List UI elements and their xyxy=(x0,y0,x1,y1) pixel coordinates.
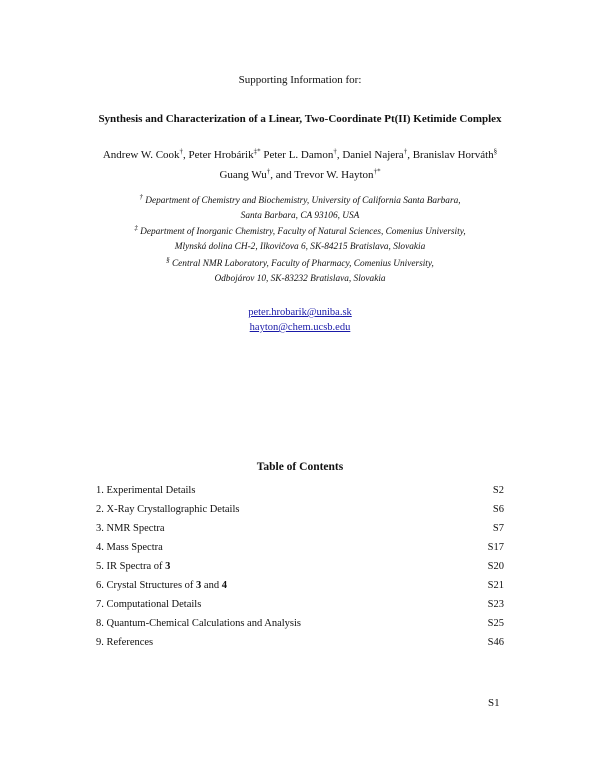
toc-entry-text: 7. Computational Details xyxy=(96,599,202,610)
author-affiliation-mark: † xyxy=(179,147,184,156)
author-separator: , xyxy=(336,149,343,161)
toc-entry-text: 3. NMR Spectra xyxy=(96,523,165,534)
toc-entry-page: S23 xyxy=(487,599,504,610)
toc-entry-page: S2 xyxy=(492,485,504,496)
toc-row[interactable] xyxy=(96,595,504,614)
toc-entry-text: 5. IR Spectra of xyxy=(96,561,166,572)
toc-entry-page: S46 xyxy=(487,637,504,648)
author-separator: , and xyxy=(270,169,295,181)
author-line-1 xyxy=(0,145,600,165)
toc-entry-page: S6 xyxy=(492,504,504,515)
affiliation-mark: § xyxy=(166,255,170,264)
affiliation-line: Central NMR Laboratory, Faculty of Pharmacy, Comenius University, xyxy=(171,259,434,269)
author-name: Daniel Najera xyxy=(342,149,404,161)
toc-entry-text: and xyxy=(201,580,222,591)
author-affiliation-mark: † xyxy=(333,147,337,156)
toc-row[interactable] xyxy=(96,576,504,595)
toc-entry-label xyxy=(96,481,195,500)
author-affiliation-mark: ‡* xyxy=(253,147,261,156)
author-separator: , xyxy=(407,149,413,161)
author-list xyxy=(0,145,600,185)
toc-entry-label xyxy=(96,576,227,595)
affiliation-mark: ‡ xyxy=(134,223,138,232)
toc-entry-text: 6. Crystal Structures of xyxy=(96,580,197,591)
compound-number: 3 xyxy=(196,580,202,591)
author-separator: , xyxy=(183,149,189,161)
affiliation-ucsb xyxy=(0,194,600,224)
author-name: Peter Hrobárik xyxy=(188,149,254,161)
toc-title: Table of Contents xyxy=(256,461,344,473)
toc-entry-page: S20 xyxy=(487,561,504,572)
toc-entry-page: S17 xyxy=(487,542,504,553)
compound-number: 3 xyxy=(165,561,171,572)
author-name: Trevor W. Hayton xyxy=(294,169,374,181)
toc-row[interactable] xyxy=(96,538,504,557)
table-of-contents xyxy=(96,481,504,652)
author-affiliation-mark: †* xyxy=(373,167,381,176)
toc-entry-page: S25 xyxy=(487,618,504,629)
affiliation-line: Mlynská dolina CH-2, Ilkovičova 6, SK-84215 Bratislava, Slovakia xyxy=(174,242,426,252)
author-line-2 xyxy=(0,165,600,185)
toc-row[interactable] xyxy=(96,500,504,519)
toc-row[interactable] xyxy=(96,557,504,576)
toc-entry-label xyxy=(96,614,301,633)
affiliation-line: Department of Chemistry and Biochemistry, University of California Santa Barbara, xyxy=(145,196,461,206)
author-affiliation-mark: † xyxy=(266,167,271,176)
author-affiliation-mark: † xyxy=(403,147,408,156)
toc-entry-page: S21 xyxy=(487,580,504,591)
toc-row[interactable] xyxy=(96,614,504,633)
author-affiliation-mark: § xyxy=(493,147,498,156)
toc-entry-text: 9. References xyxy=(96,637,154,648)
author-name: Peter L. Damon xyxy=(263,149,334,161)
affiliation-comenius-inorganic xyxy=(0,225,600,255)
author-name: Branislav Horváth xyxy=(412,149,494,161)
toc-entry-label xyxy=(96,557,170,576)
toc-entry-label xyxy=(96,538,163,557)
affiliation-line: Santa Barbara, CA 93106, USA xyxy=(240,211,360,221)
affiliation-comenius-nmr xyxy=(0,257,600,287)
email-link-hayton[interactable]: hayton@chem.ucsb.edu xyxy=(249,322,351,333)
supporting-info-heading: Supporting Information for: xyxy=(238,74,362,86)
toc-entry-label xyxy=(96,595,201,614)
toc-entry-text: 2. X-Ray Crystallographic Details xyxy=(96,504,240,515)
toc-entry-label xyxy=(96,500,239,519)
toc-entry-label xyxy=(96,519,165,538)
email-link-hrobarik[interactable]: peter.hrobarik@uniba.sk xyxy=(248,307,352,318)
author-name: Guang Wu xyxy=(219,169,267,181)
author-name: Andrew W. Cook xyxy=(102,149,180,161)
toc-row[interactable] xyxy=(96,519,504,538)
toc-entry-label xyxy=(96,633,153,652)
toc-entry-page: S7 xyxy=(492,523,504,534)
toc-entry-text: 1. Experimental Details xyxy=(96,485,196,496)
toc-row[interactable] xyxy=(96,633,504,652)
affiliation-line: Odbojárov 10, SK-83232 Bratislava, Slovakia xyxy=(214,274,386,284)
toc-row[interactable] xyxy=(96,481,504,500)
paper-title: Synthesis and Characterization of a Linear, Two-Coordinate Pt(II) Ketimide Complex xyxy=(98,113,502,125)
affiliation-line: Department of Inorganic Chemistry, Faculty of Natural Sciences, Comenius University, xyxy=(140,227,466,237)
affiliation-mark: † xyxy=(139,192,143,201)
toc-entry-text: 4. Mass Spectra xyxy=(96,542,163,553)
compound-number: 4 xyxy=(221,580,227,591)
page-number: S1 xyxy=(488,697,500,709)
toc-entry-text: 8. Quantum-Chemical Calculations and Analysis xyxy=(96,618,302,629)
